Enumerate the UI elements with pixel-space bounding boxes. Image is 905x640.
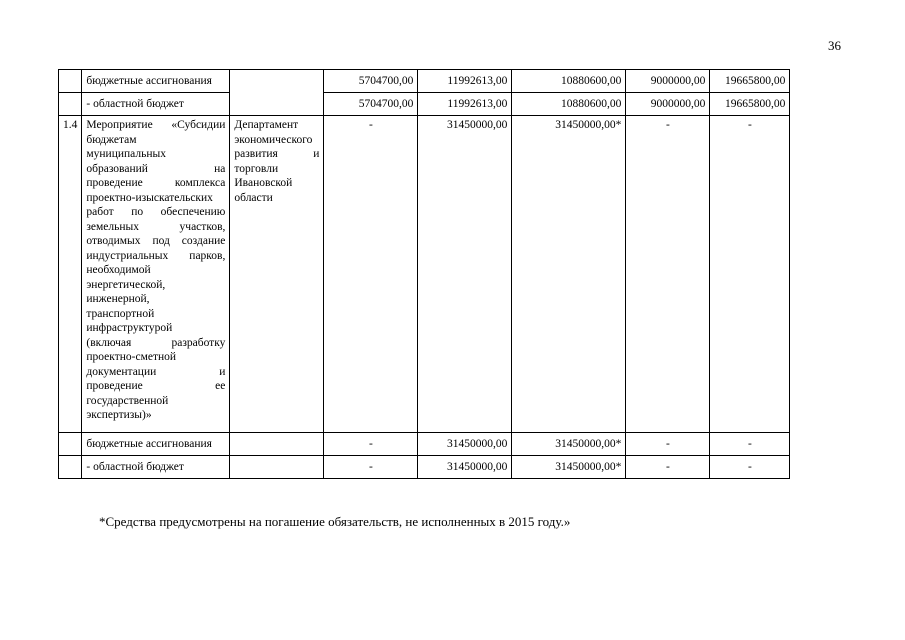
- row-name: - областной бюджет: [82, 93, 230, 116]
- value-cell: 11992613,00: [418, 93, 512, 116]
- row-name: - областной бюджет: [82, 456, 230, 479]
- value-cell: 31450000,00*: [512, 433, 626, 456]
- value-cell: 19665800,00: [710, 70, 790, 93]
- value-cell: -: [710, 116, 790, 433]
- value-cell: 31450000,00: [418, 116, 512, 433]
- row-number: [59, 70, 82, 93]
- row-executor: [230, 433, 324, 456]
- row-executor: [230, 456, 324, 479]
- value-cell: 9000000,00: [626, 70, 710, 93]
- value-cell: -: [710, 433, 790, 456]
- row-number: [59, 456, 82, 479]
- row-number: [59, 433, 82, 456]
- page-number: 36: [828, 38, 841, 53]
- row-name: бюджетные ассигнования: [82, 433, 230, 456]
- budget-table: [58, 69, 790, 479]
- value-cell: 10880600,00: [512, 93, 626, 116]
- row-number: 1.4: [59, 116, 82, 433]
- value-cell: -: [324, 433, 418, 456]
- value-cell: -: [626, 433, 710, 456]
- row-number: [59, 93, 82, 116]
- row-name: Мероприятие «Субсидии бюджетам муниципальных образований на проведение комплекса проектно-изыскательских работ по обеспечению земельных участков, отводимых под создание индустриальных парков, необходимой энергетической, инженерной, транспортной инфраструктурой (включая разработку проектно-сметной документации и проведение ее государственной экспертизы)»: [82, 116, 230, 433]
- row-executor: Департамент экономического развития и торговли Ивановской области: [230, 116, 324, 433]
- row-name: бюджетные ассигнования: [82, 70, 230, 93]
- value-cell: -: [324, 456, 418, 479]
- value-cell: -: [710, 456, 790, 479]
- value-cell: 31450000,00*: [512, 116, 626, 433]
- row-executor: [230, 70, 324, 116]
- footnote: *Средства предусмотрены на погашение обязательств, не исполненных в 2015 году.»: [99, 514, 571, 529]
- value-cell: 5704700,00: [324, 93, 418, 116]
- value-cell: 11992613,00: [418, 70, 512, 93]
- table-row: [59, 433, 790, 456]
- table-row: [59, 70, 790, 93]
- value-cell: -: [626, 456, 710, 479]
- value-cell: 31450000,00*: [512, 456, 626, 479]
- value-cell: 19665800,00: [710, 93, 790, 116]
- value-cell: 31450000,00: [418, 433, 512, 456]
- value-cell: -: [324, 116, 418, 433]
- table-row: [59, 93, 790, 116]
- value-cell: -: [626, 116, 710, 433]
- value-cell: 5704700,00: [324, 70, 418, 93]
- value-cell: 9000000,00: [626, 93, 710, 116]
- value-cell: 10880600,00: [512, 70, 626, 93]
- value-cell: 31450000,00: [418, 456, 512, 479]
- table-row: [59, 456, 790, 479]
- table-row: [59, 116, 790, 433]
